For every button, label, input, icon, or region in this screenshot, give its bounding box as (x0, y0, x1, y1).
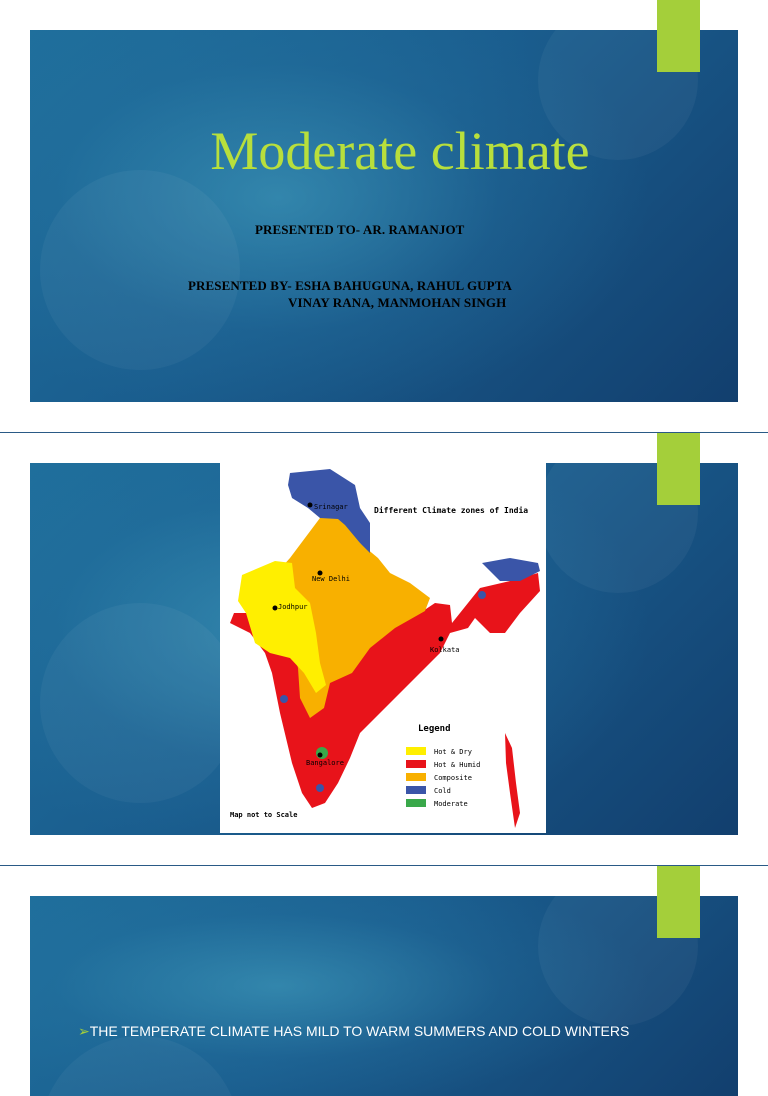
islands (505, 733, 520, 828)
city-label-new-delhi: New Delhi (312, 575, 350, 583)
accent-tab (657, 0, 700, 72)
legend-label-cold: Cold (434, 787, 451, 795)
legend-label-hot-humid: Hot & Humid (434, 761, 481, 769)
map-note: Map not to Scale (230, 811, 298, 819)
legend-swatch-hot-humid (406, 760, 426, 768)
bullet-marker-icon: ➢ (78, 1023, 90, 1039)
legend-swatch-cold (406, 786, 426, 794)
city-label-srinagar: Srinagar (314, 503, 348, 511)
presented-to-text: PRESENTED TO- AR. RAMANJOT (255, 222, 465, 237)
legend-label-moderate: Moderate (434, 800, 468, 808)
city-label-kolkata: Kolkata (430, 646, 460, 654)
slide-divider (0, 865, 768, 866)
bullet-text: THE TEMPERATE CLIMATE HAS MILD TO WARM SUMMERS AND COLD WINTERS (89, 1023, 630, 1039)
city-label-jodhpur: Jodhpur (278, 603, 308, 611)
accent-tab (657, 866, 700, 938)
slide-map (30, 463, 738, 835)
map-graphic (220, 463, 546, 833)
map-title: Different Climate zones of India (374, 506, 529, 515)
presented-by-text: PRESENTED BY- ESHA BAHUGUNA, RAHUL GUPTA (188, 278, 512, 293)
zone-moderate (316, 747, 328, 759)
presented-by-names: VINAY RANA, MANMOHAN SINGH (288, 295, 507, 310)
slide-title-heading: Moderate climate (210, 121, 590, 181)
bullet-item (78, 1022, 698, 1040)
legend-label-hot-dry: Hot & Dry (434, 748, 472, 756)
slide-content (30, 896, 738, 1096)
slide-title (30, 30, 738, 402)
legend-title: Legend (418, 724, 451, 734)
slide-divider (0, 432, 768, 433)
accent-tab (657, 433, 700, 505)
legend-swatch-moderate (406, 799, 426, 807)
legend-swatch-composite (406, 773, 426, 781)
india-climate-map (220, 463, 546, 833)
city-label-bangalore: Bangalore (306, 759, 344, 767)
legend-swatch-hot-dry (406, 747, 426, 755)
legend-label-composite: Composite (434, 774, 472, 782)
